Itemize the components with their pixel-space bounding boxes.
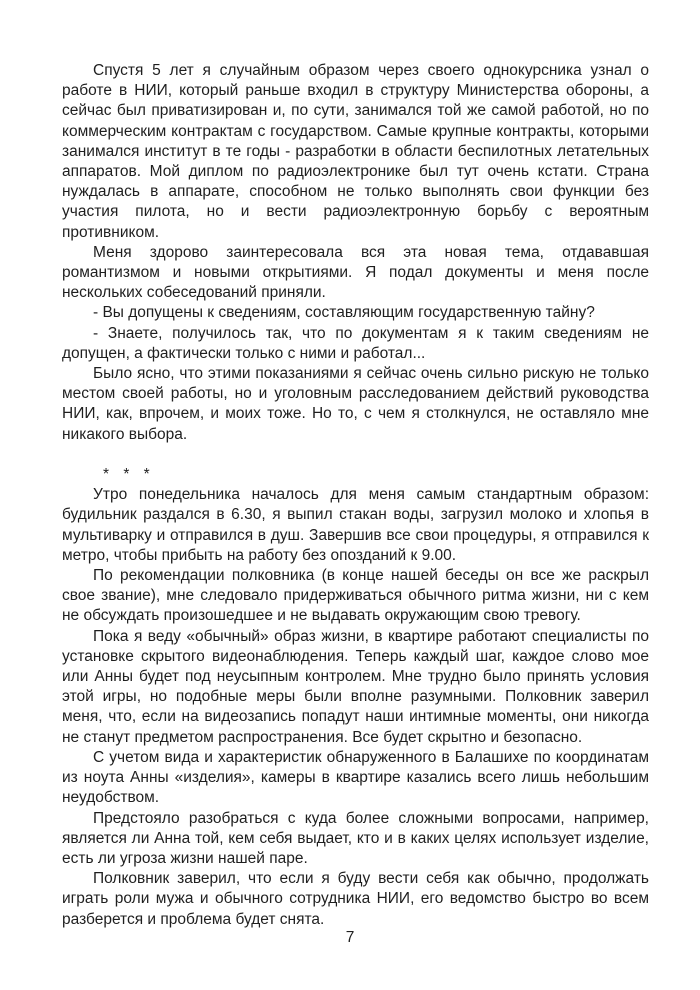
page-text-block — [62, 61, 649, 930]
paragraph: Утро понедельника началось для меня самым стандартным образом: будильник раздался в 6.30, я выпил стакан воды, загрузил молоко и хлопья в мультиварку и отправился в душ. Завершив все свои процедуры, я отправился к метро, чтобы прибыть на работу без опозданий к 9.00. — [62, 486, 649, 564]
paragraph: Меня здорово заинтересовала вся эта новая тема, отдававшая романтизмом и новыми открытиями. Я подал документы и меня после нескольких собеседований приняли. — [62, 243, 649, 302]
page-number: 7 — [345, 929, 355, 946]
paragraph: Предстояло разобраться с куда более сложными вопросами, например, является ли Анна той, кем себя выдает, кто и в каких целях использует изделие, есть ли угроза жизни нашей паре. — [62, 809, 649, 867]
paragraph: Было ясно, что этими показаниями я сейчас очень сильно рискую не только местом своей работы, но и уголовным расследованием действий руководства НИИ, как, впрочем, и моих тоже. Но то, с чем я столкнулся, не оставляло мне никакого выбора. — [62, 365, 649, 443]
section-separator: * * * — [103, 466, 151, 484]
paragraph: По рекомендации полковника (в конце нашей беседы он все же раскрыл свое звание), мне следовало придерживаться обычного ритма жизни, ни с кем не обсуждать произошедшее и не выдавать окружающим свою тревогу. — [62, 567, 649, 625]
paragraph: Спустя 5 лет я случайным образом через своего однокурсника узнал о работе в НИИ, который раньше входил в структуру Министерства обороны, а сейчас был приватизирован и, по сути, занимался той же самой работой, но по коммерческим контрактам с государством. Самые крупные контракты, которыми занимался институт в те годы - разработки в области беспилотных летательных аппаратов. Мой диплом по радиоэлектронике был тут очень кстати. Страна нуждалась в аппарате, способном не только выполнять свои функции без участия пилота, но и вести радиоэлектронную борьбу с вероятным противником. — [62, 62, 649, 241]
paragraph: - Знаете, получилось так, что по документам я к таким сведениям не допущен, а фактически только с ними и работал... — [62, 324, 649, 362]
paragraph: С учетом вида и характеристик обнаруженного в Балашихе по координатам из ноута Анны «изделия», камеры в квартире казались всего лишь небольшим неудобством. — [62, 748, 649, 807]
paragraph: Полковник заверил, что если я буду вести себя как обычно, продолжать играть роли мужа и обычного сотрудника НИИ, его ведомство быстро во всем разберется и проблема будет снята. — [62, 870, 649, 928]
paragraph: - Вы допущены к сведениям, составляющим государственную тайну? — [93, 304, 595, 322]
paragraph: Пока я веду «обычный» образ жизни, в квартире работают специалисты по установке скрытого видеонаблюдения. Теперь каждый шаг, каждое слово мое или Анны будет под неусыпным контролем. Мне трудно было принять условия этой игры, но подобные меры были вполне разумными. Полковник заверил меня, что, если на видеозапись попадут наши интимные моменты, они никогда не станут предметом распространения. Все будет скрытно и безопасно. — [62, 627, 649, 746]
